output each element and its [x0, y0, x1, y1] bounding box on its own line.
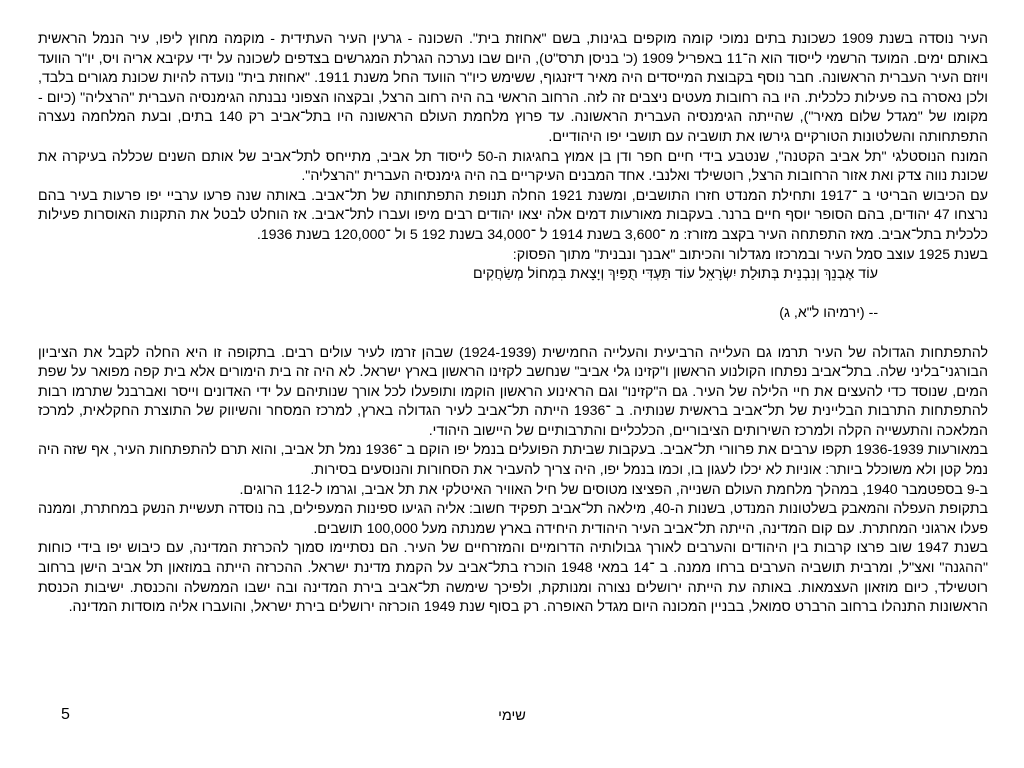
paragraph-founding: העיר נוסדה בשנת 1909 כשכונת בתים נמוכי קומה מוקפים בגינות, בשם "אחוזת בית". השכונה - גרעין העיר העתידית - מוקמה מחוץ ליפו, עיר הנמל הראשית באותם ימים. המועד הרשמי לייסוד הוא ה־11 באפריל 1909 (כ' בניסן תרס"ט), היום שבו נערכה הגרלת המגרשים בצדפים לשכונה על ידי עקיבא אריה ויס, יו"ר הוועד ויוזם העיר העברית הראשונה. חבר נוסף בקבוצת המייסדים היה מאיר דיזנגוף, ששימש כיו"ר הוועד החל משנת 1911. "אחוזת בית" נועדה להיות שכונת מגורים בלבד, ולכן נאסרה בה פעילות כלכלית. היו בה רחובות מעטים ניצבים זה לזה. הרחוב הראשי בה היה רחוב הרצל, ובקצהו הצפוני נבנתה הגימנסיה העברית "הרצליה" (כיום - מקומו של "מגדל שלום מאיר"), שהייתה הגימנסיה העברית הראשונה. עד פרוץ מלחמת העולם הראשונה היו בתל־אביב רק 140 בתים, ובעת המלחמה נעצרה התפתחותה והשלטונות הטורקיים גירשו את תושביה עם תושבי יפו היהודיים.: [38, 31, 989, 145]
page-number: 5: [61, 706, 70, 723]
paragraph-1940s-struggle: בתקופת העפלה והמאבק בשלטונות המנדט, בשנות ה-40, מילאה תל־אביב תפקיד חשוב: אליה הגיעו ספינות המעפילים, בה נוסדה תעשיית הנשק במחתרת, וממנה פעלו ארגוני המחתרת. עם קום המדינה, הייתה תל־אביב העיר היהודית היחידה בארץ שמנתה מעל 100,000 תושבים.: [38, 501, 988, 537]
document-body: [38, 30, 988, 618]
quote-reference-line: [38, 304, 888, 324]
paragraph-1940-bombing: ב-9 בספטמבר 1940, במהלך מלחמת העולם השנייה, הפציצו מטוסים של חיל האוויר האיטלקי את תל אביב, וגרמו ל-112 הרוגים.: [239, 481, 988, 498]
quote-reference: -- (ירמיהו ל"א, ג): [779, 305, 879, 322]
paragraph-independence: בשנת 1947 שוב פרצו קרבות בין היהודים והערבים לאורך גבולותיה הדרומיים והמזרחיים של העיר. הם נסתיימו סמוך להכרזת המדינה, עם כיבוש יפו בידי כוחות "ההגנה" ואצ"ל, ומרבית תושביה הערבים ברחו ממנה. ב ־14 במאי 1948 הוכרז בתל־אביב על הקמת מדינת ישראל. ההכרזה הייתה במוזאון תל אביב הישן ברחוב רוטשילד, כיום מוזאון העצמאות. באותה עת הייתה ירושלים נצורה ומנותקת, ולפיכך שימשה תל־אביב בירת המדינה ובה ישבו הממשלה והכנסת. ישיבות הכנסת הראשונות התנהלו ברחוב הרברט סמואל, בבניין המכונה היום מגדל האופרה. רק בסוף שנת 1949 הוכרזה ירושלים בירת ישראל, והועברו אליה מוסדות המדינה.: [38, 540, 989, 616]
paragraph-1936-riots: במאורעות 1936-1939 תקפו ערבים את פרוורי תל־אביב. בעקבות שביתת הפועלים בנמל יפו הוקם ב ־1936 נמל תל אביב, והוא תרם להתפתחות העיר, אף שזה היה נמל קטן ולא משוכלל ביותר: אוניות לא יכלו לעגון בו, וכמו בנמל יפו, היה צריך להעביר את הסחורות והנוסעים בסירות.: [38, 442, 988, 479]
paragraph-city-emblem: בשנת 1925 עוצב סמל העיר ובמרכזו מגדלור והכיתוב "אבנך ונבנית" מתוך הפסוק:: [512, 246, 988, 263]
paragraph-aliyah-growth: להתפתחות הגדולה של העיר תרמו גם העלייה הרביעית והעלייה החמישית (1924-1939) שבהן זרמו לעיר עולים רבים. בתקופה זו היא החלה לקבל את הציביון הבורגני־בליני שלה. בתל־אביב נפתחו הקולנוע הראשון ו"קזינו גלי אביב" שנחשב לקזינו הראשון בארץ ישראל. לא היה זה בית הימורים אלא בית קפה מפואר על שפת המים, שנוסד כדי להעצים את חיי הלילה של העיר. גם ה"קזינו" וגם הראינוע הראשון הוקמו ותופעלו לכל אורך שנותיהם על ידי האדונים וייסר ואברבנל שתרמו רבות להתפתחות התרבות הבליינית של תל־אביב בראשית שנותיה. ב ־1936 הייתה תל־אביב לעיר הגדולה בארץ, למרכז המסחר והשיווק של התוצרת החקלאית, למרכז המלאכה והתעשייה הקלה ולמרכז השירותים הציבוריים, הכלכליים והתרבותיים של היישוב היהודי.: [38, 344, 988, 439]
blank-line: [38, 285, 988, 305]
paragraph-little-tel-aviv: המונח הנוסטלגי "תל אביב הקטנה", שנטבע בידי חיים חפר ודן בן אמוץ בחגיגות ה-50 לייסוד תל אביב, מתייחס לתל־אביב של אותם השנים שכללה בעיקרה את שכונת נווה צדק ואת אזור הרחובות הרצל, רוטשילד ואלנבי. אחד המבנים העיקריים בה היה גימנסיה העברית "הרצליה".: [38, 148, 988, 185]
paragraph-british-mandate: עם הכיבוש הבריטי ב ־1917 ותחילת המנדט חזרו התושבים, ומשנת 1921 החלה תנופת התפתחותה של תל־אביב. באותה שנה פרעו ערביי יפו פרעות בעיר בהם נרצחו 47 יהודים, בהם הסופר יוסף חיים ברנר. בעקבות מאורעות דמים אלה יצאו יהודים רבים מיפו ועברו לתל־אביב. אז הוחלט לבטל את התקנות האוסרות פעילות כלכלית בתל־אביב. מאז התפתחה העיר בקצב מזורז: מ ־3,600 בשנת 1914 ל ־34,000 בשנת 192 5 ול ־120,000 בשנת 1936.: [38, 187, 989, 243]
blank-line: [38, 324, 988, 344]
quote-line: [38, 265, 888, 285]
footer-author: שימי: [498, 708, 526, 724]
quote-verse: עוֹד אֶבְנֵךְ וְנִבְנֵית בְּתוּלַת יִשְׂרָאֵל עוֹד תַּעְדִּי תֻפַּיִךְ וְיָצָאת בִּמְחוֹל מְשַׂחֲקִים: [473, 266, 879, 283]
